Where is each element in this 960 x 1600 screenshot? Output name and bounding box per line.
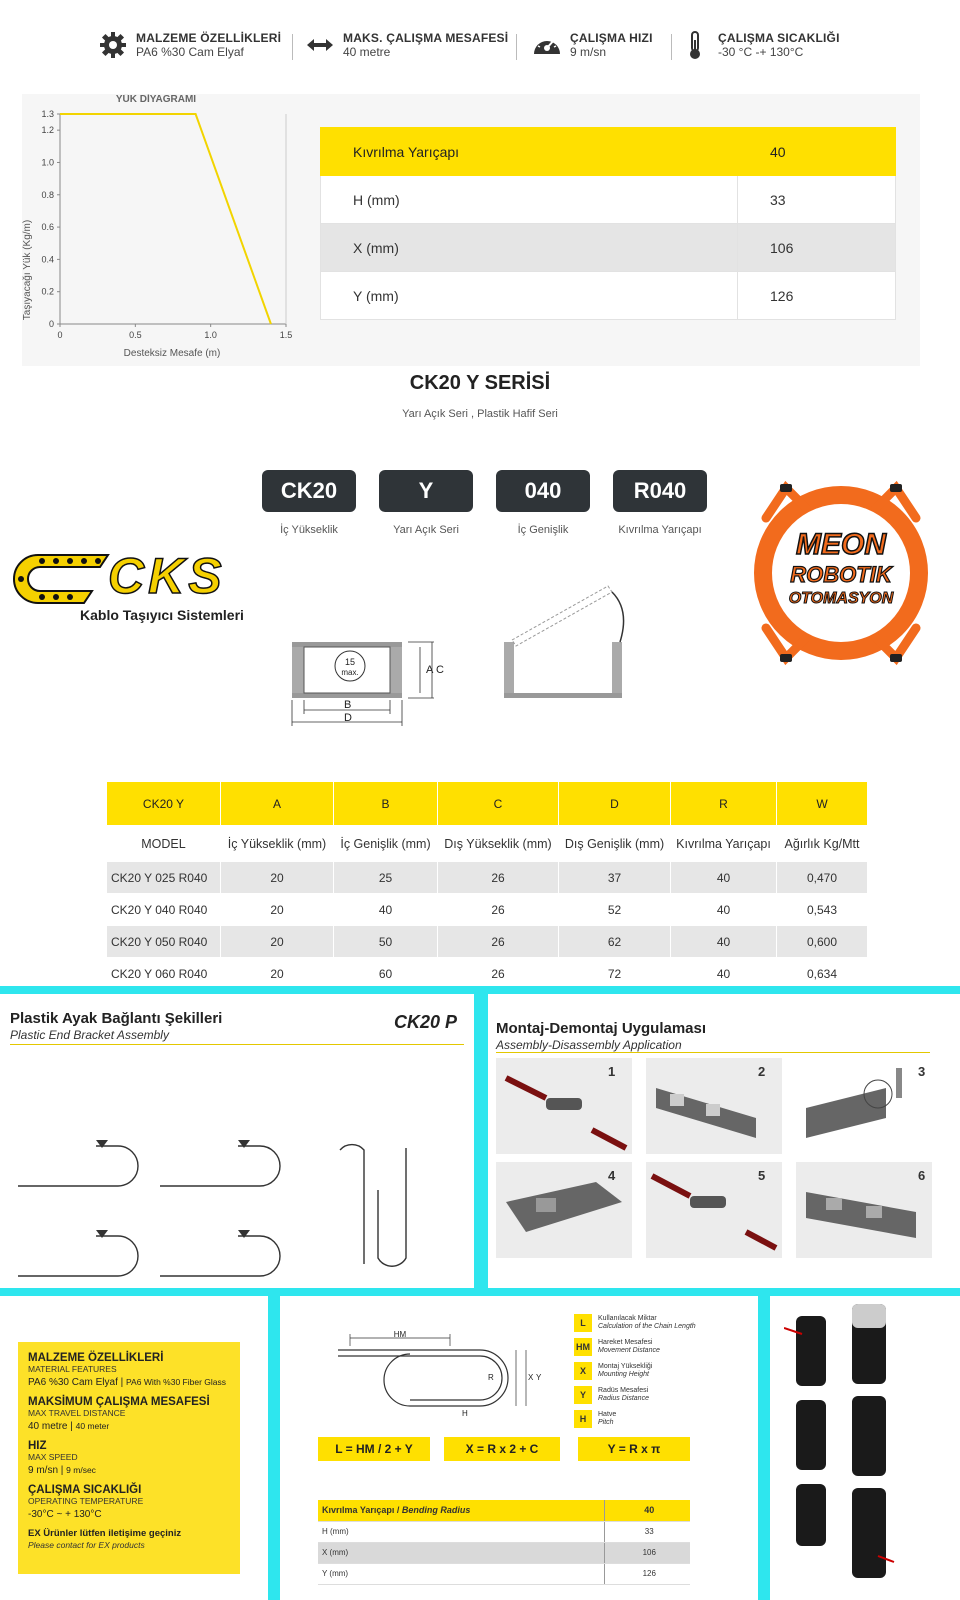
table-header-cell: CK20 Y (107, 782, 221, 826)
code-chip-series: Y (379, 470, 473, 512)
step-number: 5 (758, 1168, 766, 1183)
table-cell: 26 (438, 862, 559, 894)
legend-tr: Hareket Mesafesi (598, 1339, 653, 1346)
spec-table (320, 127, 896, 320)
table-cell: 40 (671, 958, 777, 990)
feature-distance (305, 30, 508, 60)
features-box-sub: MATERIAL FEATURES (28, 1364, 117, 1374)
table-cell: 26 (438, 894, 559, 926)
gear-icon (98, 30, 128, 60)
features-box-value-en: 9 m/sec (66, 1465, 96, 1475)
table-row (107, 862, 868, 894)
legend-en: Pitch (598, 1419, 614, 1426)
table-cell: 52 (559, 894, 671, 926)
dim-h: H (462, 1409, 468, 1418)
frame-border (758, 1288, 770, 1600)
frame-border (268, 1288, 280, 1600)
spec-value: 106 (738, 224, 896, 272)
chart-x-tick-label: 1.0 (204, 330, 217, 340)
table-cell: 20 (221, 894, 334, 926)
table-subheader-row (107, 826, 868, 862)
max-cable-note-unit: max. (341, 668, 359, 677)
table-subheader-cell: Dış Yükseklik (mm) (438, 826, 559, 862)
spec-row (321, 176, 896, 224)
formula-y: Y = R x π (578, 1437, 690, 1461)
max-cable-note: 15 (344, 657, 356, 667)
legend-tr: Hatve (598, 1411, 617, 1418)
legend-item (574, 1314, 696, 1332)
table-cell: 60 (334, 958, 438, 990)
chart-y-tick-label: 0.4 (41, 254, 54, 265)
table-cell: 72 (559, 958, 671, 990)
chart-title: YÜK DİYAGRAMI (115, 94, 197, 105)
load-diagram-chart (22, 94, 312, 366)
table-cell: 37 (559, 862, 671, 894)
legend-key: X (574, 1362, 592, 1380)
legend-key: HM (574, 1338, 592, 1356)
feature-value: 40 metre (343, 45, 391, 59)
spec-row (321, 272, 896, 320)
legend-key: H (574, 1410, 592, 1428)
spec-label: X (mm) (321, 224, 738, 272)
chart-y-tick-label: 0 (48, 319, 54, 329)
formula-length: L = HM / 2 + Y (318, 1437, 430, 1461)
table-cell: H (mm) (318, 1521, 604, 1542)
double-arrow-icon (305, 30, 335, 60)
feature-title: MALZEME ÖZELLİKLERİ (136, 31, 282, 45)
legend-tr: Radüs Mesafesi (598, 1387, 649, 1394)
cks-tagline: Kablo Taşıyıcı Sistemleri (80, 607, 244, 623)
ex-note-title: EX Ürünler lütfen iletişime geçiniz (28, 1528, 182, 1539)
table-cell: X (mm) (318, 1542, 604, 1563)
features-box-value: 40 metre (28, 1421, 68, 1432)
legend-en: Radius Distance (598, 1395, 649, 1402)
formula-x: X = R x 2 + C (444, 1437, 560, 1461)
features-box-value: PA6 %30 Cam Elyaf (28, 1377, 118, 1388)
legend-item (574, 1362, 652, 1380)
frame-border (474, 986, 488, 1290)
spec-row (321, 128, 896, 176)
cks-logo (12, 548, 272, 625)
divider (292, 34, 293, 60)
end-bracket-photos (784, 1300, 954, 1595)
table-row (107, 894, 868, 926)
chart-y-tick-label: 0.8 (41, 189, 54, 200)
step-number: 6 (918, 1168, 926, 1183)
features-box-value-en: PA6 With %30 Fiber Glass (126, 1377, 227, 1387)
table-header-cell: D (559, 782, 671, 826)
table-cell: CK20 Y 050 R040 (107, 926, 221, 958)
section-diagram (282, 580, 462, 728)
feature-value: 9 m/sn (570, 45, 607, 59)
table-header-cell: A (221, 782, 334, 826)
bending-radius-table (318, 1500, 690, 1585)
features-box-sub: MAX SPEED (28, 1452, 78, 1462)
spec-value: 126 (738, 272, 896, 320)
table-cell: CK20 Y 040 R040 (107, 894, 221, 926)
chart-x-tick-label: 0.5 (129, 330, 142, 340)
divider (496, 1052, 930, 1053)
chain-length-diagram (330, 1330, 560, 1420)
assembly-title: Montaj-Demontaj Uygulaması (496, 1020, 707, 1037)
table-subheader-cell: Dış Genişlik (mm) (559, 826, 671, 862)
feature-title: ÇALIŞMA SICAKLIĞI (718, 31, 840, 45)
features-box-title: MAKSİMUM ÇALIŞMA MESAFESİ (28, 1396, 210, 1408)
features-box-sub: OPERATING TEMPERATURE (28, 1496, 144, 1506)
chart-y-tick-label: 0.2 (41, 286, 54, 297)
series-title: CK20 Y SERİSİ (409, 372, 551, 394)
table-cell: 0,543 (777, 894, 868, 926)
table-cell: 126 (604, 1563, 690, 1584)
legend-key: Y (574, 1386, 592, 1404)
chart-series-line (60, 114, 271, 324)
dim-x: X (528, 1373, 534, 1382)
bend-header-en: Bending Radius (401, 1505, 471, 1516)
dim-r: R (488, 1373, 494, 1382)
spec-label: Kıvrılma Yarıçapı (321, 128, 738, 176)
feature-temperature (680, 30, 840, 60)
table-cell: 26 (438, 926, 559, 958)
feature-value: PA6 %30 Cam Elyaf (136, 45, 244, 59)
table-cell: 0,634 (777, 958, 868, 990)
table-cell: 40 (334, 894, 438, 926)
legend-item (574, 1410, 616, 1428)
table-row (318, 1563, 690, 1584)
series-subtitle: Yarı Açık Seri , Plastik Hafif Seri (402, 408, 558, 420)
table-header-cell: W (777, 782, 868, 826)
code-chip-height: CK20 (262, 470, 356, 512)
table-cell: 40 (671, 894, 777, 926)
bend-header-value: 40 (604, 1500, 690, 1521)
thermometer-icon (680, 30, 710, 60)
table-subheader-cell: Ağırlık Kg/Mtt (777, 826, 868, 862)
chart-xlabel: Desteksiz Mesafe (m) (123, 348, 221, 359)
assembly-step-image (796, 1058, 932, 1154)
dim-y: Y (536, 1373, 542, 1382)
bracket-chain-diagrams (10, 1130, 470, 1290)
table-header-cell: B (334, 782, 438, 826)
table-header-row (107, 782, 868, 826)
dimensions-table (106, 781, 868, 990)
features-box-value: -30°C ~ + 130°C (28, 1509, 102, 1520)
table-cell: 20 (221, 862, 334, 894)
divider (671, 34, 672, 60)
divider (516, 34, 517, 60)
chart-y-tick-label: 1.3 (41, 109, 54, 119)
meon-line3: OTOMASYON (788, 590, 894, 607)
table-row (107, 926, 868, 958)
ex-note-sub: Please contact for EX products (28, 1540, 145, 1550)
code-chip-width: 040 (496, 470, 590, 512)
spec-value: 40 (738, 128, 896, 176)
chart-ylabel: Taşıyacağı Yük (Kg/m) (22, 219, 33, 321)
features-box-title: MALZEME ÖZELLİKLERİ (28, 1352, 164, 1364)
speedometer-icon (532, 30, 562, 60)
features-box-title: ÇALIŞMA SICAKLIĞI (28, 1484, 142, 1496)
table-cell: 20 (221, 926, 334, 958)
legend-en: Calculation of the Chain Length (598, 1323, 696, 1330)
legend-item (574, 1338, 660, 1356)
table-cell: 106 (604, 1542, 690, 1563)
feature-material (98, 30, 281, 60)
table-cell: 20 (221, 958, 334, 990)
spec-value: 33 (738, 176, 896, 224)
table-cell: Y (mm) (318, 1563, 604, 1584)
spec-row (321, 224, 896, 272)
legend-en: Mounting Height (598, 1371, 649, 1378)
feature-speed (532, 30, 653, 60)
code-label: İç Genişlik (517, 524, 569, 536)
table-row (318, 1521, 690, 1542)
step-number: 4 (608, 1168, 616, 1183)
table-header-row (318, 1500, 690, 1521)
table-header-cell: C (438, 782, 559, 826)
table-cell: 40 (671, 862, 777, 894)
table-cell: 0,470 (777, 862, 868, 894)
bracket-subtitle: Plastic End Bracket Assembly (10, 1028, 169, 1042)
spec-label: H (mm) (321, 176, 738, 224)
table-row (318, 1542, 690, 1563)
legend-key: L (574, 1314, 592, 1332)
feature-title: ÇALIŞMA HIZI (570, 31, 653, 45)
chain-logo-icon (12, 553, 112, 605)
bend-header-tr: Kıvrılma Yarıçapı / (322, 1505, 402, 1516)
legend-tr: Montaj Yüksekliği (598, 1363, 653, 1370)
table-cell: 0,600 (777, 926, 868, 958)
table-cell: CK20 Y 060 R040 (107, 958, 221, 990)
meon-line1: MEON (796, 528, 886, 561)
legend-en: Movement Distance (598, 1347, 660, 1354)
legend-tr: Kullanılacak Miktar (598, 1315, 657, 1322)
chart-y-tick-label: 1.2 (41, 125, 54, 136)
features-box: MALZEME ÖZELLİKLERİ MATERIAL FEATURES PA6 %30 Cam Elyaf | PA6 With %30 Fiber Glass MAKSİMUM ÇALIŞMA MESAFESİ MAX TRAVEL DISTANCE 40 metre | 40 meter HIZ MAX SPEED 9 m/sn | 9 m/sec ÇALIŞMA SICAKLIĞI OPERATING TEMPERATURE -30°C ~ + 130°C EX Ürünler lütfen iletişime geçiniz Please contact for EX products (18, 1342, 240, 1574)
divider (10, 1044, 464, 1045)
code-label: İç Yükseklik (280, 524, 338, 536)
table-cell: 40 (671, 926, 777, 958)
table-cell: 50 (334, 926, 438, 958)
chart-x-tick-label: 1.5 (279, 330, 293, 340)
table-cell: 26 (438, 958, 559, 990)
table-cell: CK20 Y 025 R040 (107, 862, 221, 894)
features-box-title: HIZ (28, 1440, 47, 1452)
table-cell: 25 (334, 862, 438, 894)
spec-label: Y (mm) (321, 272, 738, 320)
open-section-diagram (500, 580, 640, 700)
meon-robotik-logo (746, 478, 936, 668)
table-header-cell: R (671, 782, 777, 826)
step-number: 3 (918, 1064, 926, 1079)
cks-wordmark: CKS (108, 548, 226, 604)
code-label: Kıvrılma Yarıçapı (618, 524, 702, 536)
legend-item (574, 1386, 649, 1404)
table-cell: 33 (604, 1521, 690, 1542)
table-subheader-cell: İç Yükseklik (mm) (221, 826, 334, 862)
features-box-value: 9 m/sn (28, 1465, 59, 1476)
feature-value: -30 °C -+ 130°C (718, 45, 804, 59)
table-subheader-cell: İç Genişlik (mm) (334, 826, 438, 862)
features-box-sub: MAX TRAVEL DISTANCE (28, 1408, 126, 1418)
meon-line2: ROBOTIK (790, 562, 892, 587)
assembly-step-image (796, 1162, 932, 1258)
step-number: 2 (758, 1064, 766, 1079)
features-box-value-en: 40 meter (75, 1421, 110, 1431)
step-number: 1 (608, 1064, 616, 1079)
bracket-title: Plastik Ayak Bağlantı Şekilleri (10, 1010, 223, 1027)
chart-y-tick-label: 0.6 (41, 222, 54, 233)
assembly-subtitle: Assembly-Disassembly Application (496, 1038, 682, 1052)
code-label: Yarı Açık Seri (393, 524, 459, 536)
table-cell: 62 (559, 926, 671, 958)
dim-b: B (344, 699, 352, 711)
chart-x-tick-label: 0 (57, 330, 63, 340)
table-subheader-cell: Kıvrılma Yarıçapı (671, 826, 777, 862)
dim-d: D (344, 712, 352, 724)
dim-a: A (426, 664, 434, 676)
chart-y-tick-label: 1.0 (41, 157, 54, 168)
feature-title: MAKS. ÇALIŞMA MESAFESİ (343, 31, 509, 45)
dim-c: C (436, 664, 444, 676)
dim-hm: HM (393, 1330, 407, 1339)
code-chip-radius: R040 (613, 470, 707, 512)
bracket-model: CK20 P (394, 1012, 458, 1032)
table-row (107, 958, 868, 990)
table-subheader-cell: MODEL (107, 826, 221, 862)
